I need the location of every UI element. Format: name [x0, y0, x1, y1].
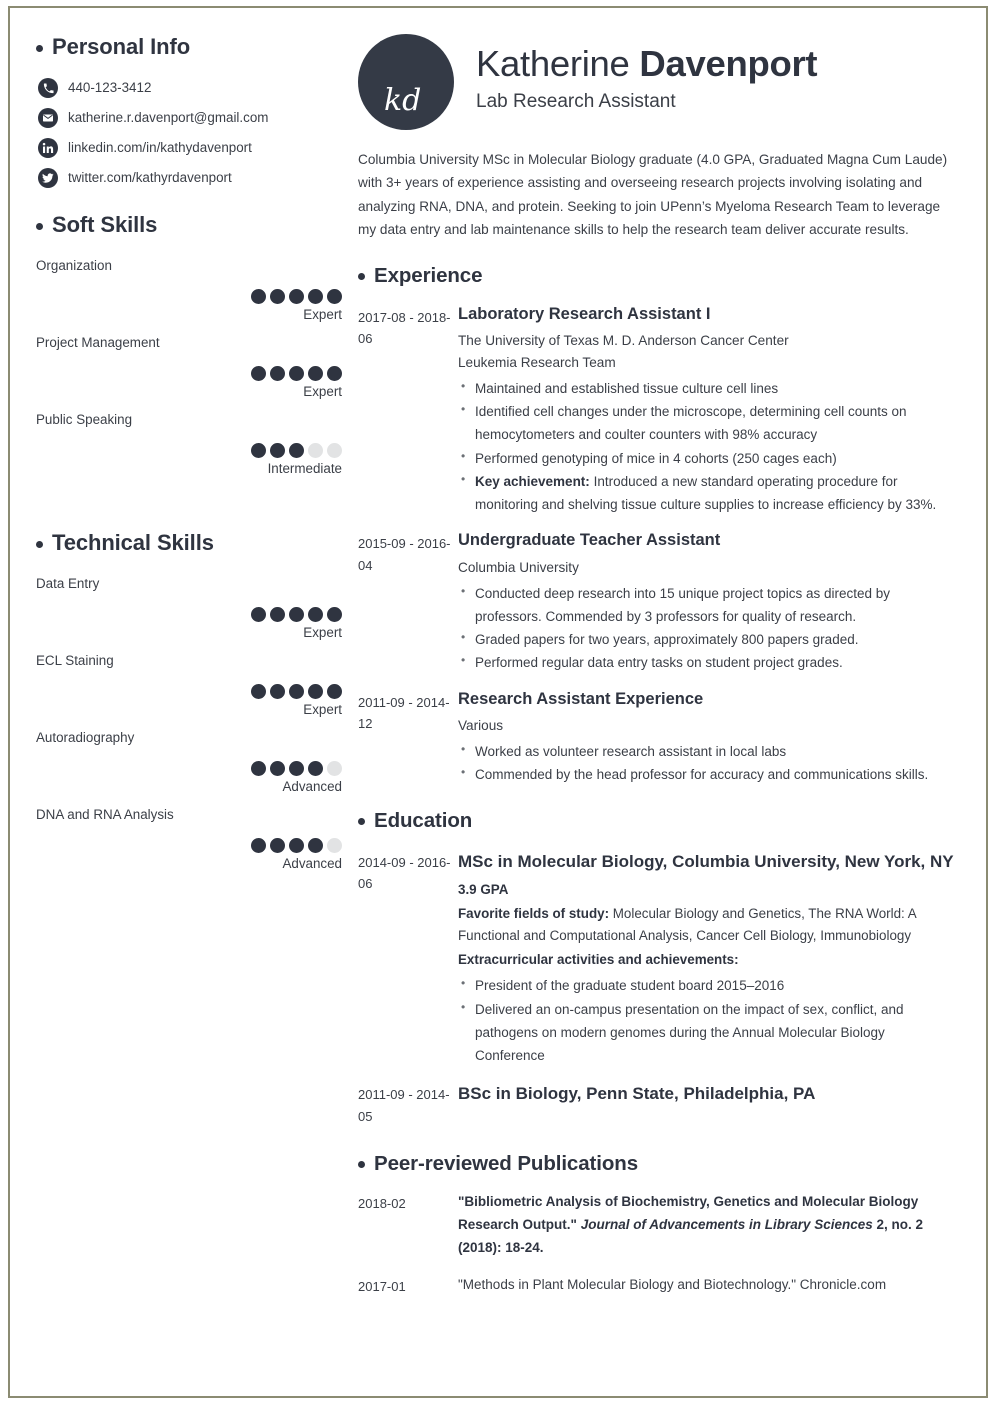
- contact-item-linkedin[interactable]: [38, 138, 342, 158]
- rating-dot-filled: [251, 684, 266, 699]
- section-heading-label: Experience: [374, 263, 483, 287]
- fields-of-study: [458, 903, 958, 948]
- bullet-marker-icon: [358, 1161, 365, 1168]
- bullet-item: • Performed genotyping of mice in 4 cohorts (250 cages each): [458, 447, 958, 470]
- skill-dots: [36, 684, 342, 699]
- entry-dates: 2017-08 - 2018-06: [358, 309, 451, 347]
- contact-twitter-text: twitter.com/kathyrdavenport: [68, 170, 232, 186]
- contact-email-text: katherine.r.davenport@gmail.com: [68, 110, 269, 126]
- skill-item: [36, 258, 342, 325]
- skill-item: [36, 412, 342, 479]
- fields-label: Favorite fields of study:: [458, 905, 610, 921]
- section-heading-label: Personal Info: [52, 34, 191, 59]
- education-entry: [358, 1081, 970, 1128]
- page-title: [476, 44, 817, 85]
- rating-dot-filled: [308, 761, 323, 776]
- publication-citation: [458, 1273, 958, 1296]
- bullet-item: • Worked as volunteer research assistant in local labs: [458, 740, 958, 763]
- entry-body: [458, 304, 970, 517]
- last-name: Davenport: [639, 43, 818, 84]
- skill-level-label: Expert: [303, 625, 342, 641]
- section-heading-personal-info: [36, 34, 342, 60]
- bullet-item: • President of the graduate student board 2015–2016: [458, 974, 958, 997]
- entry-organization: Columbia University: [458, 559, 579, 575]
- rating-dot-filled: [308, 607, 323, 622]
- bullet-lead: Key achievement:: [475, 473, 590, 489]
- job-title: Lab Research Assistant: [476, 90, 676, 112]
- entry-title: Laboratory Research Assistant I: [458, 304, 711, 323]
- skill-rating: [36, 607, 342, 643]
- rating-dot-filled: [289, 607, 304, 622]
- avatar-monogram: kd: [384, 83, 422, 118]
- skill-dots: [36, 366, 342, 381]
- entry-bullets: [458, 377, 958, 516]
- entry-body: [458, 1273, 970, 1296]
- skill-name: Public Speaking: [36, 411, 133, 427]
- contact-list: [36, 78, 342, 188]
- skill-dots: [36, 607, 342, 622]
- skill-dots: [36, 443, 342, 458]
- main-column: [346, 34, 970, 1406]
- skill-rating: [36, 761, 342, 797]
- degree-title: MSc in Molecular Biology, Columbia University, New York, NY: [458, 851, 954, 871]
- entry-dates: 2011-09 - 2014-05: [358, 1087, 450, 1125]
- rating-dot-filled: [289, 366, 304, 381]
- resume-header: [358, 34, 970, 130]
- extracurricular-label: Extracurricular activities and achievements:: [458, 951, 739, 967]
- skill-name: DNA and RNA Analysis: [36, 806, 174, 822]
- section-heading-label: Technical Skills: [52, 530, 214, 556]
- entry-body: [458, 1081, 970, 1112]
- rating-dot-filled: [270, 607, 285, 622]
- rating-dot-empty: [308, 443, 323, 458]
- bullet-item: • Graded papers for two years, approximately 800 papers graded.: [458, 628, 958, 651]
- section-heading-label: Education: [374, 808, 473, 832]
- skill-dots: [36, 838, 342, 853]
- experience-entry: [358, 530, 970, 674]
- contact-item-email[interactable]: [38, 108, 342, 128]
- rating-dot-filled: [270, 443, 285, 458]
- entry-title: Undergraduate Teacher Assistant: [458, 531, 721, 550]
- bullet-marker-icon: [358, 273, 365, 280]
- entry-body: [458, 530, 970, 674]
- skill-level-label: Advanced: [282, 778, 342, 794]
- rating-dot-filled: [251, 366, 266, 381]
- sidebar-column: [36, 34, 346, 1406]
- rating-dot-filled: [289, 684, 304, 699]
- section-heading-soft-skills: [36, 212, 342, 238]
- skill-level-label: Expert: [303, 383, 342, 399]
- rating-dot-empty: [327, 443, 342, 458]
- entry-organization: The University of Texas M. D. Anderson Cancer Center: [458, 332, 789, 348]
- entry-dates: 2015-09 - 2016-04: [358, 536, 451, 574]
- skill-item: [36, 653, 342, 720]
- entry-bullets: [458, 740, 958, 786]
- publication-citation: [458, 1190, 958, 1260]
- section-heading-education: [358, 809, 970, 833]
- skill-rating: [36, 366, 342, 402]
- name-block: [476, 34, 817, 114]
- fields-text: Molecular Biology and Genetics, The RNA World: A Functional and Computational Analysis, Cancer Cell Biology, Immunobiology: [458, 905, 916, 944]
- bullet-item: • Conducted deep research into 15 unique project topics as directed by professors. Commended by 3 professors for quality of research.: [458, 582, 958, 628]
- rating-dot-filled: [289, 443, 304, 458]
- rating-dot-filled: [308, 684, 323, 699]
- rating-dot-filled: [308, 838, 323, 853]
- rating-dot-filled: [270, 838, 285, 853]
- rating-dot-empty: [327, 838, 342, 853]
- skill-item: [36, 807, 342, 874]
- skill-rating: [36, 838, 342, 874]
- skill-level-label: Advanced: [282, 855, 342, 871]
- education-entry: [358, 849, 970, 1068]
- experience-entry: [358, 689, 970, 787]
- rating-dot-filled: [327, 366, 342, 381]
- entry-dates: 2018-02: [358, 1195, 406, 1211]
- entry-body: [458, 1190, 970, 1260]
- rating-dot-filled: [270, 684, 285, 699]
- rating-dot-filled: [308, 366, 323, 381]
- rating-dot-filled: [251, 838, 266, 853]
- email-icon: [38, 108, 58, 128]
- rating-dot-filled: [289, 761, 304, 776]
- skill-item: [36, 730, 342, 797]
- bullet-item: • Performed regular data entry tasks on student project grades.: [458, 651, 958, 674]
- skill-name: ECL Staining: [36, 653, 114, 669]
- rating-dot-filled: [308, 289, 323, 304]
- rating-dot-filled: [251, 607, 266, 622]
- experience-entry: [358, 304, 970, 517]
- rating-dot-filled: [251, 443, 266, 458]
- skill-dots: [36, 761, 342, 776]
- section-heading-label: Soft Skills: [52, 212, 158, 237]
- entry-subtitle: Leukemia Research Team: [458, 354, 616, 370]
- extracurricular-label-row: [458, 949, 958, 972]
- linkedin-icon: [38, 138, 58, 158]
- publication-entry: [358, 1273, 970, 1298]
- rating-dot-filled: [327, 289, 342, 304]
- contact-linkedin-text: linkedin.com/in/kathydavenport: [68, 140, 252, 156]
- rating-dot-filled: [327, 684, 342, 699]
- twitter-icon: [38, 168, 58, 188]
- entry-bullets: [458, 582, 958, 675]
- rating-dot-filled: [270, 366, 285, 381]
- skill-rating: [36, 289, 342, 325]
- professional-summary: Columbia University MSc in Molecular Biology graduate (4.0 GPA, Graduated Magna Cum Laude) with 3+ years of experience assisting and overseeing research projects involving isolating and analyzing RNA, DNA, and protein. Seeking to join UPenn’s Myeloma Research Team to leverage my data entry and lab maintenance skills to help the research team deliver accurate results.: [358, 152, 948, 238]
- skill-rating: [36, 684, 342, 720]
- skill-level-label: Intermediate: [267, 460, 342, 476]
- publication-details: 2, no. 2 (2018): 18-24.: [458, 1217, 924, 1256]
- publication-title: "Bibliometric Analysis of Biochemistry, Genetics and Molecular Biology Research Output.": [458, 1193, 919, 1233]
- skill-item: [36, 576, 342, 643]
- publication-title: "Methods in Plant Molecular Biology and Biotechnology." Chronicle.com: [458, 1276, 887, 1292]
- rating-dot-filled: [327, 607, 342, 622]
- entry-bullets: [458, 974, 958, 1067]
- entry-body: [458, 849, 970, 1068]
- bullet-item: • Identified cell changes under the microscope, determining cell counts on hemocytometers and coulter counters with 98% accuracy: [458, 400, 958, 446]
- skill-name: Organization: [36, 258, 112, 273]
- section-heading-publications: [358, 1152, 970, 1176]
- entry-organization: Various: [458, 718, 504, 734]
- section-heading-label: Peer-reviewed Publications: [374, 1151, 639, 1175]
- rating-dot-filled: [251, 761, 266, 776]
- contact-phone-text: 440-123-3412: [68, 80, 152, 96]
- gpa-text: 3.9 GPA: [458, 882, 509, 898]
- skill-rating: [36, 443, 342, 479]
- rating-dot-filled: [251, 289, 266, 304]
- publication-entry: [358, 1190, 970, 1260]
- section-heading-technical-skills: [36, 530, 342, 556]
- skill-name: Autoradiography: [36, 729, 135, 745]
- skill-level-label: Expert: [303, 702, 342, 718]
- bullet-item: • Commended by the head professor for accuracy and communications skills.: [458, 763, 958, 786]
- rating-dot-filled: [270, 289, 285, 304]
- bullet-item: • Key achievement: Introduced a new standard operating procedure for monitoring and shelving tissue culture supplies to increase efficiency by 33%.: [458, 470, 958, 516]
- contact-item-twitter[interactable]: [38, 168, 342, 188]
- bullet-item: • Delivered an on-campus presentation on the impact of sex, conflict, and pathogens on modern genomes during the Annual Molecular Biology Conference: [458, 998, 958, 1068]
- entry-dates: 2011-09 - 2014-12: [358, 694, 450, 732]
- rating-dot-empty: [327, 761, 342, 776]
- entry-body: [458, 689, 970, 787]
- rating-dot-filled: [289, 289, 304, 304]
- rating-dot-filled: [270, 761, 285, 776]
- bullet-marker-icon: [36, 541, 43, 548]
- entry-dates: 2017-01: [358, 1278, 406, 1294]
- bullet-marker-icon: [36, 223, 43, 230]
- degree-title: BSc in Biology, Penn State, Philadelphia, PA: [458, 1084, 816, 1104]
- skill-name: Data Entry: [36, 576, 100, 592]
- bullet-item: • Maintained and established tissue culture cell lines: [458, 377, 958, 400]
- section-heading-experience: [358, 264, 970, 288]
- rating-dot-filled: [289, 838, 304, 853]
- publication-journal: Journal of Advancements in Library Sciences: [580, 1217, 873, 1233]
- entry-title: Research Assistant Experience: [458, 689, 704, 708]
- skill-name: Project Management: [36, 334, 160, 350]
- entry-dates: 2014-09 - 2016-06: [358, 854, 451, 892]
- avatar: [358, 34, 454, 130]
- skill-level-label: Expert: [303, 307, 342, 322]
- phone-icon: [38, 78, 58, 98]
- first-name: Katherine: [476, 43, 630, 84]
- skill-dots: [36, 289, 342, 304]
- bullet-marker-icon: [358, 818, 365, 825]
- skill-item: [36, 335, 342, 402]
- contact-item-phone[interactable]: [38, 78, 342, 98]
- bullet-marker-icon: [36, 45, 43, 52]
